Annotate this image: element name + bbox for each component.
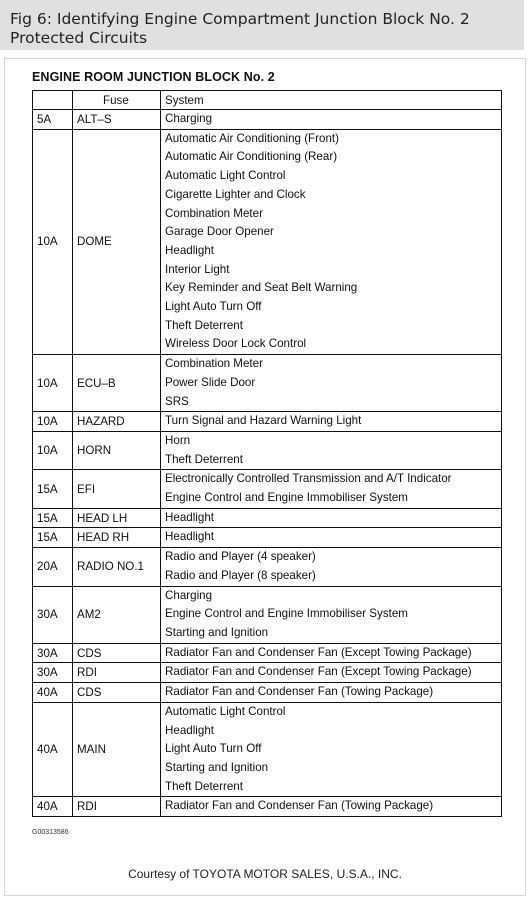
- system-item: Wireless Door Lock Control: [165, 337, 307, 351]
- fuse-systems: [161, 528, 502, 548]
- table-row: [33, 355, 502, 412]
- table-row: [33, 643, 502, 663]
- system-item: Radiator Fan and Condenser Fan (Except Towing Package): [165, 645, 472, 659]
- system-item: Headlight: [165, 243, 214, 257]
- fuse-name: ECU–B: [73, 355, 161, 412]
- system-item: Radiator Fan and Condenser Fan (Towing Package): [165, 685, 434, 699]
- fuse-amperage: 10A: [33, 355, 73, 412]
- fuse-systems: [161, 110, 502, 130]
- table-row: [33, 412, 502, 432]
- system-item: Headlight: [165, 530, 214, 544]
- amp-column-header: [33, 91, 73, 110]
- fuse-systems: [161, 797, 502, 817]
- fuse-amperage: 10A: [33, 412, 73, 432]
- table-row: [33, 129, 502, 354]
- fuse-systems: [161, 643, 502, 663]
- fuse-amperage: 20A: [33, 548, 73, 586]
- table-row: [33, 683, 502, 703]
- system-item: Key Reminder and Seat Belt Warning: [165, 281, 358, 295]
- fuse-systems: [161, 683, 502, 703]
- system-item: Theft Deterrent: [165, 779, 243, 793]
- table-row: [33, 702, 502, 797]
- fuse-amperage: 30A: [33, 663, 73, 683]
- fuse-name: AM2: [73, 586, 161, 643]
- fuse-amperage: 5A: [33, 110, 73, 130]
- system-item: Garage Door Opener: [165, 225, 274, 239]
- courtesy-credit: Courtesy of TOYOTA MOTOR SALES, U.S.A., INC.: [128, 867, 402, 881]
- fuse-systems: [161, 129, 502, 354]
- system-item: Headlight: [165, 723, 214, 737]
- fuse-name: RADIO NO.1: [73, 548, 161, 586]
- fuse-name: HORN: [73, 431, 161, 469]
- fuse-name: CDS: [73, 683, 161, 703]
- fuse-amperage: 40A: [33, 797, 73, 817]
- system-item: Radiator Fan and Condenser Fan (Except Towing Package): [165, 665, 472, 679]
- fuse-column-header: Fuse: [73, 91, 161, 110]
- system-item: SRS: [165, 394, 189, 408]
- fuse-name: CDS: [73, 643, 161, 663]
- table-header-row: [33, 91, 502, 110]
- junction-block-title: ENGINE ROOM JUNCTION BLOCK No. 2: [32, 70, 275, 84]
- fuse-systems: [161, 663, 502, 683]
- fuse-name: DOME: [73, 129, 161, 354]
- fuse-amperage: 15A: [33, 470, 73, 508]
- fuse-amperage: 15A: [33, 508, 73, 528]
- system-item: Interior Light: [165, 262, 230, 276]
- system-item: Light Auto Turn Off: [165, 300, 262, 314]
- system-item: Automatic Light Control: [165, 169, 286, 183]
- fuse-systems: [161, 431, 502, 469]
- fuse-amperage: 10A: [33, 431, 73, 469]
- table-row: [33, 797, 502, 817]
- table-row: [33, 663, 502, 683]
- table-row: [33, 528, 502, 548]
- system-item: Radio and Player (8 speaker): [165, 568, 316, 582]
- fuse-systems: [161, 355, 502, 412]
- fuse-systems: [161, 586, 502, 643]
- system-column-header: System: [161, 91, 502, 110]
- fuse-name: HEAD LH: [73, 508, 161, 528]
- system-item: Theft Deterrent: [165, 318, 243, 332]
- system-item: Starting and Ignition: [165, 625, 269, 639]
- system-item: Power Slide Door: [165, 375, 256, 389]
- system-item: Light Auto Turn Off: [165, 742, 262, 756]
- system-item: Engine Control and Engine Immobiliser System: [165, 491, 408, 505]
- figure-title: Fig 6: Identifying Engine Compartment Junction Block No. 2 Protected Circuits: [0, 0, 524, 50]
- fuse-name: EFI: [73, 470, 161, 508]
- fuse-table: [32, 90, 502, 817]
- fuse-amperage: 15A: [33, 528, 73, 548]
- table-row: [33, 548, 502, 586]
- fuse-name: HAZARD: [73, 412, 161, 432]
- table-row: [33, 110, 502, 130]
- system-item: Electronically Controlled Transmission and A/T Indicator: [165, 472, 452, 486]
- table-row: [33, 470, 502, 508]
- system-item: Radiator Fan and Condenser Fan (Towing Package): [165, 799, 434, 813]
- fuse-amperage: 10A: [33, 129, 73, 354]
- system-item: Charging: [165, 588, 213, 602]
- fuse-systems: [161, 412, 502, 432]
- fuse-name: RDI: [73, 663, 161, 683]
- system-item: Charging: [165, 112, 213, 125]
- system-item: Engine Control and Engine Immobiliser System: [165, 607, 408, 621]
- reference-code: G00313586: [32, 829, 69, 836]
- fuse-amperage: 30A: [33, 643, 73, 663]
- fuse-name: HEAD RH: [73, 528, 161, 548]
- fuse-amperage: 40A: [33, 683, 73, 703]
- fuse-rows: [33, 110, 502, 817]
- fuse-name: RDI: [73, 797, 161, 817]
- fuse-amperage: 30A: [33, 586, 73, 643]
- fuse-systems: [161, 470, 502, 508]
- system-item: Automatic Air Conditioning (Rear): [165, 150, 338, 164]
- fuse-name: MAIN: [73, 702, 161, 797]
- fuse-systems: [161, 702, 502, 797]
- system-item: Headlight: [165, 510, 214, 524]
- fuse-systems: [161, 508, 502, 528]
- system-item: Automatic Light Control: [165, 704, 286, 718]
- system-item: Starting and Ignition: [165, 760, 269, 774]
- fuse-amperage: 40A: [33, 702, 73, 797]
- fuse-name: ALT–S: [73, 110, 161, 130]
- system-item: Combination Meter: [165, 206, 263, 220]
- system-item: Turn Signal and Hazard Warning Light: [165, 414, 362, 428]
- system-item: Automatic Air Conditioning (Front): [165, 131, 339, 145]
- system-item: Radio and Player (4 speaker): [165, 550, 316, 564]
- table-row: [33, 508, 502, 528]
- system-item: Theft Deterrent: [165, 452, 243, 466]
- table-row: [33, 431, 502, 469]
- system-item: Cigarette Lighter and Clock: [165, 187, 306, 201]
- system-item: Combination Meter: [165, 357, 263, 371]
- system-item: Horn: [165, 433, 191, 447]
- table-row: [33, 586, 502, 643]
- fuse-systems: [161, 548, 502, 586]
